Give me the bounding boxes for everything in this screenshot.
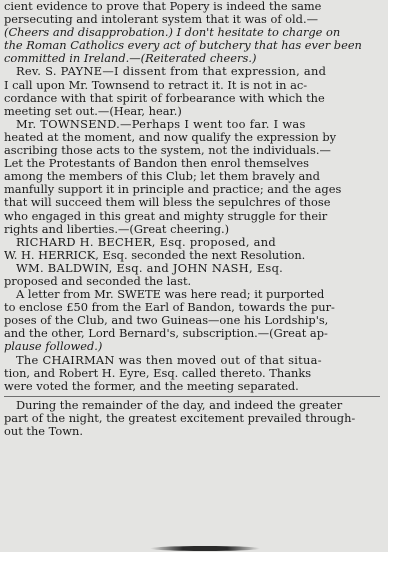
column-rule (4, 396, 380, 397)
text-line: that will succeed them will bless the sepulchres of those (4, 196, 331, 210)
text-line: meeting set out.—(Hear, hear.) (4, 104, 182, 118)
article-column (4, 0, 386, 438)
text-line: A letter from Mr. SWETE was here read; it purported (16, 288, 325, 302)
text-line: plause followed.) (4, 340, 103, 354)
townsend-speech-paragraph (4, 0, 386, 65)
text-line: were voted the former, and the meeting separated. (4, 379, 299, 393)
text-line: committed in Ireland.—(Reiterated cheers.) (4, 52, 257, 66)
text-line: RICHARD H. BECHER, Esq. proposed, and (16, 235, 276, 249)
chairman-paragraph (4, 354, 386, 393)
townsend-reply-paragraph (4, 118, 386, 236)
text-line: manfully support it in principle and practice; and the ages (4, 183, 342, 197)
text-line: part of the night, the greatest excitement prevailed through- (4, 411, 356, 425)
text-line: WM. BALDWIN, Esq. and JOHN NASH, Esq. (16, 261, 284, 275)
text-line: tion, and Robert H. Eyre, Esq. called thereto. Thanks (4, 366, 312, 380)
swete-letter-paragraph (4, 288, 386, 353)
text-line: heated at the moment, and now qualify the expression by (4, 130, 337, 144)
text-line: During the remainder of the day, and indeed the greater (16, 398, 343, 412)
text-line: cient evidence to prove that Popery is indeed the same (4, 0, 322, 13)
text-line: poses of the Club, and two Guineas—one his Lordship's, (4, 314, 329, 328)
closing-paragraph (4, 399, 386, 438)
text-line: and the other, Lord Bernard's, subscription.—(Great ap- (4, 327, 328, 341)
text-line: to enclose £50 from the Earl of Bandon, towards the pur- (4, 301, 335, 315)
text-line: proposed and seconded the last. (4, 274, 192, 288)
last-resolution-paragraph (4, 262, 386, 288)
text-line: who engaged in this great and mighty struggle for their (4, 209, 328, 223)
text-line: Let the Protestants of Bandon then enrol themselves (4, 157, 309, 171)
text-line: The CHAIRMAN was then moved out of that situa- (16, 353, 322, 367)
text-line: rights and liberties.—(Great cheering.) (4, 222, 230, 236)
resolution-paragraph (4, 236, 386, 262)
payne-paragraph (4, 65, 386, 117)
text-line: persecuting and intolerant system that it was of old.— (4, 13, 318, 27)
text-line: out the Town. (4, 425, 83, 438)
text-line: Rev. S. PAYNE—I dissent from that expression, and (16, 65, 327, 79)
text-line: I call upon Mr. Townsend to retract it. It is not in ac- (4, 78, 308, 92)
text-line: the Roman Catholics every act of butchery that has ever been (4, 39, 362, 53)
text-line: ascribing those acts to the system, not the individuals.— (4, 144, 331, 158)
text-line: among the members of this Club; let them bravely and (4, 170, 320, 184)
end-ornament-rule (150, 546, 260, 551)
text-line: W. H. HERRICK, Esq. seconded the next Resolution. (4, 248, 306, 262)
text-line: Mr. TOWNSEND.—Perhaps I went too far. I was (16, 117, 306, 131)
text-line: (Cheers and disapprobation.) I don't hesitate to charge on (4, 26, 341, 40)
text-line: cordance with that spirit of forbearance with which the (4, 91, 325, 105)
